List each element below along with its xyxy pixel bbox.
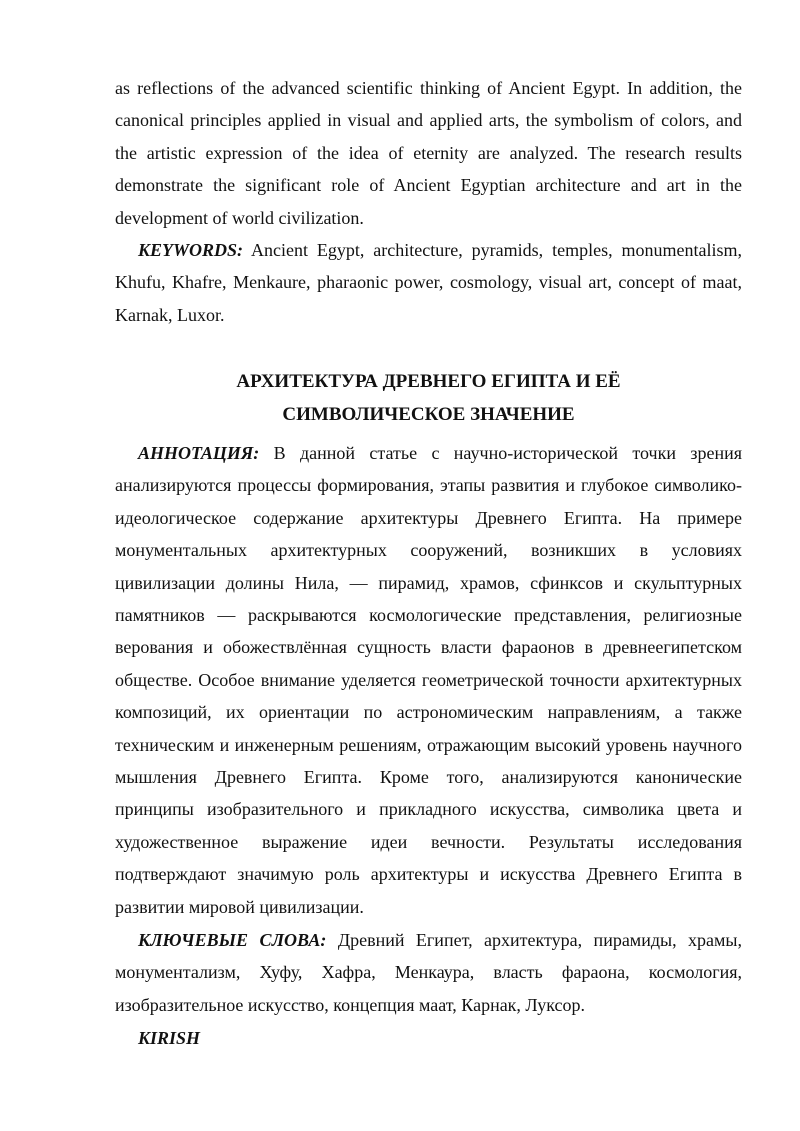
keywords-ru-paragraph (115, 924, 742, 1021)
abstract-en-continuation: as reflections of the advanced scientific thinking of Ancient Egypt. In addition, the canonical principles applied in visual and applied arts, the symbolism of colors, and the artistic expression of the idea of eternity are analyzed. The research results demonstrate the significant role of Ancient Egyptian architecture and art in the development of world civilization. (115, 78, 742, 228)
title-ru-line-2: СИМВОЛИЧЕСКОЕ ЗНАЧЕНИЕ (282, 404, 575, 425)
keywords-en-label: KEYWORDS: (138, 240, 244, 260)
annotation-ru-text: В данной статье с научно-исторической точки зрения анализируются процессы формирования, этапы развития и глубокое символико-идеологическое содержание архитектуры Древнего Египта. На примере монументальных архитектурных сооружений, возникших в условиях цивилизации долины Нила, — пирамид, храмов, сфинксов и скульптурных памятников — раскрываются космологические представления, религиозные верования и обожествлённая сущность власти фараонов в древнеегипетском обществе. Особое внимание уделяется геометрической точности архитектурных композиций, их ориентации по астрономическим направлениям, а также техническим и инженерным решениям, отражающим высокий уровень научного мышления Древнего Египта. Кроме того, анализируются канонические принципы изобразительного и прикладного искусства, символика цвета и художественное выражение идеи вечности. Результаты исследования подтверждают значимую роль архитектуры и искусства Древнего Египта в развитии мировой цивилизации. (115, 443, 742, 917)
annotation-ru-label: АННОТАЦИЯ: (138, 443, 260, 463)
section-heading-kirish: KIRISH (138, 1028, 201, 1048)
annotation-ru-paragraph (115, 437, 742, 923)
keywords-ru-label: КЛЮЧЕВЫЕ СЛОВА: (138, 930, 327, 950)
title-ru-line-1: АРХИТЕКТУРА ДРЕВНЕГО ЕГИПТА И ЕЁ (236, 371, 621, 392)
keywords-ru-text: Древний Египет, архитектура, пирамиды, храмы, монументализм, Хуфу, Хафра, Менкаура, власть фараона, космология, изобразительное искусство, концепция маат, Карнак, Луксор. (115, 930, 742, 1015)
keywords-en-paragraph (115, 234, 742, 331)
keywords-en-text: Ancient Egypt, architecture, pyramids, temples, monumentalism, Khufu, Khafre, Menkaure, pharaonic power, cosmology, visual art, concept of maat, Karnak, Luxor. (115, 240, 742, 325)
article-title-ru (115, 365, 742, 431)
